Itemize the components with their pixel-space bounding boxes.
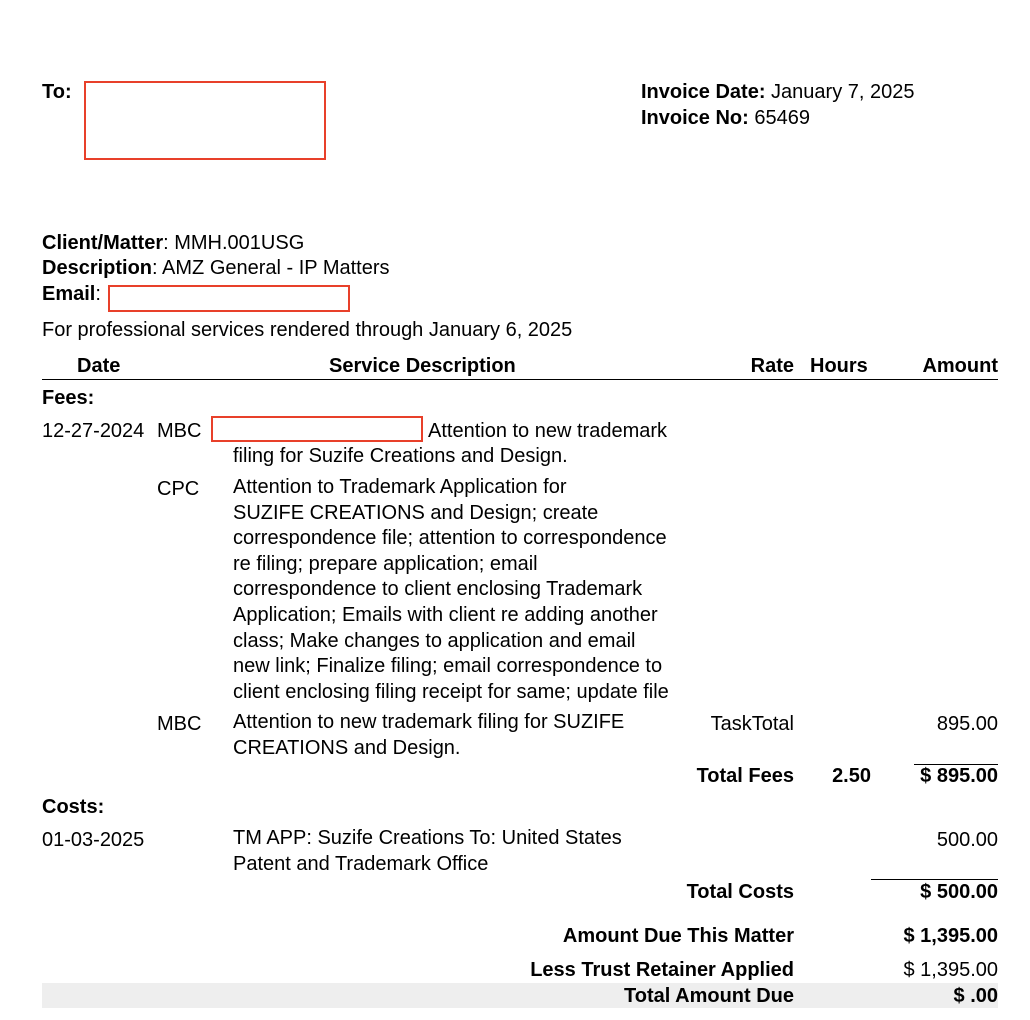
invoice-date-label: Invoice Date: [641,81,766,103]
description-line: class; Make changes to application and email [233,629,636,652]
fee-entry-2-initials: CPC [157,478,200,500]
amount-due-value: $ 1,395.00 [903,925,998,947]
description-label: Description [42,257,153,279]
invoice-number [641,108,810,128]
total-costs-amount: $ 500.00 [920,881,998,903]
redacted-email [108,285,350,312]
total-due-value: $ .00 [953,985,998,1007]
costs-subtotal-rule [871,879,998,880]
col-date-header: Date [77,355,121,377]
fee-entry-3-description [233,710,624,761]
email-label: Email [42,283,96,305]
costs-heading: Costs: [42,796,105,818]
cost-entry-1-amount: 500.00 [936,829,998,851]
description-line: re filing; prepare application; email [233,552,538,575]
redacted-fee-text [211,416,423,442]
description-line: correspondence to client enclosing Trademark [233,578,643,601]
description-line: Application; Emails with client re adding another [233,603,658,626]
amount-due-label: Amount Due This Matter [562,925,794,947]
total-fees-label: Total Fees [696,765,794,787]
description-line: CREATIONS and Design. [233,736,461,759]
trust-retainer-label: Less Trust Retainer Applied [530,959,794,981]
invoice-no-value: 65469 [754,107,810,129]
cost-entry-1-description [233,826,622,877]
invoice-date-value: January 7, 2025 [771,81,915,103]
col-rate-header: Rate [750,355,794,377]
description [42,258,390,278]
redacted-recipient-address [84,81,326,160]
fee-entry-1-line-2: filing for Suzife Creations and Design. [233,445,568,467]
fee-entry-3-rate: TaskTotal [710,713,794,735]
col-amount-header: Amount [922,355,998,377]
description-line: TM APP: Suzife Creations To: United States [233,827,622,849]
description-line: Attention to new trademark filing for SUZIFE [233,711,625,733]
fee-entry-1-initials: MBC [157,420,202,442]
cost-entry-1-date: 01-03-2025 [42,829,145,851]
description-line: Patent and Trademark Office [233,852,489,875]
fee-entry-3-amount: 895.00 [936,713,998,735]
description-value: : AMZ General - IP Matters [152,257,390,279]
description-line: new link; Finalize filing; email correspondence to [233,655,663,678]
total-fees-hours: 2.50 [832,765,871,787]
trust-retainer-value: $ 1,395.00 [903,959,998,981]
total-fees-amount: $ 895.00 [920,765,998,787]
fee-entry-3-initials: MBC [157,713,202,735]
col-service-header: Service Description [329,355,516,377]
client-matter-label: Client/Matter [42,232,164,254]
email [42,284,101,304]
description-line: SUZIFE CREATIONS and Design; create [233,501,599,524]
client-matter-value: : MMH.001USG [163,232,305,254]
email-colon: : [95,283,101,305]
total-costs-label: Total Costs [686,881,794,903]
invoice-date [641,82,914,102]
fee-entry-1-date: 12-27-2024 [42,420,145,442]
fee-entry-2-description [233,475,669,705]
description-line: correspondence file; attention to correspondence [233,527,667,550]
total-due-label: Total Amount Due [624,985,794,1007]
invoice-no-label: Invoice No: [641,107,749,129]
table-header-rule [42,379,998,380]
col-hours-header: Hours [810,355,868,377]
description-line: Attention to Trademark Application for [233,476,567,498]
description-line: client enclosing filing receipt for same; update file [233,680,669,703]
services-through: For professional services rendered through January 6, 2025 [42,319,573,341]
fees-heading: Fees: [42,387,95,409]
client-matter [42,233,304,253]
to-label: To: [42,81,72,103]
fee-entry-1-line-1: Attention to new trademark [428,420,668,442]
